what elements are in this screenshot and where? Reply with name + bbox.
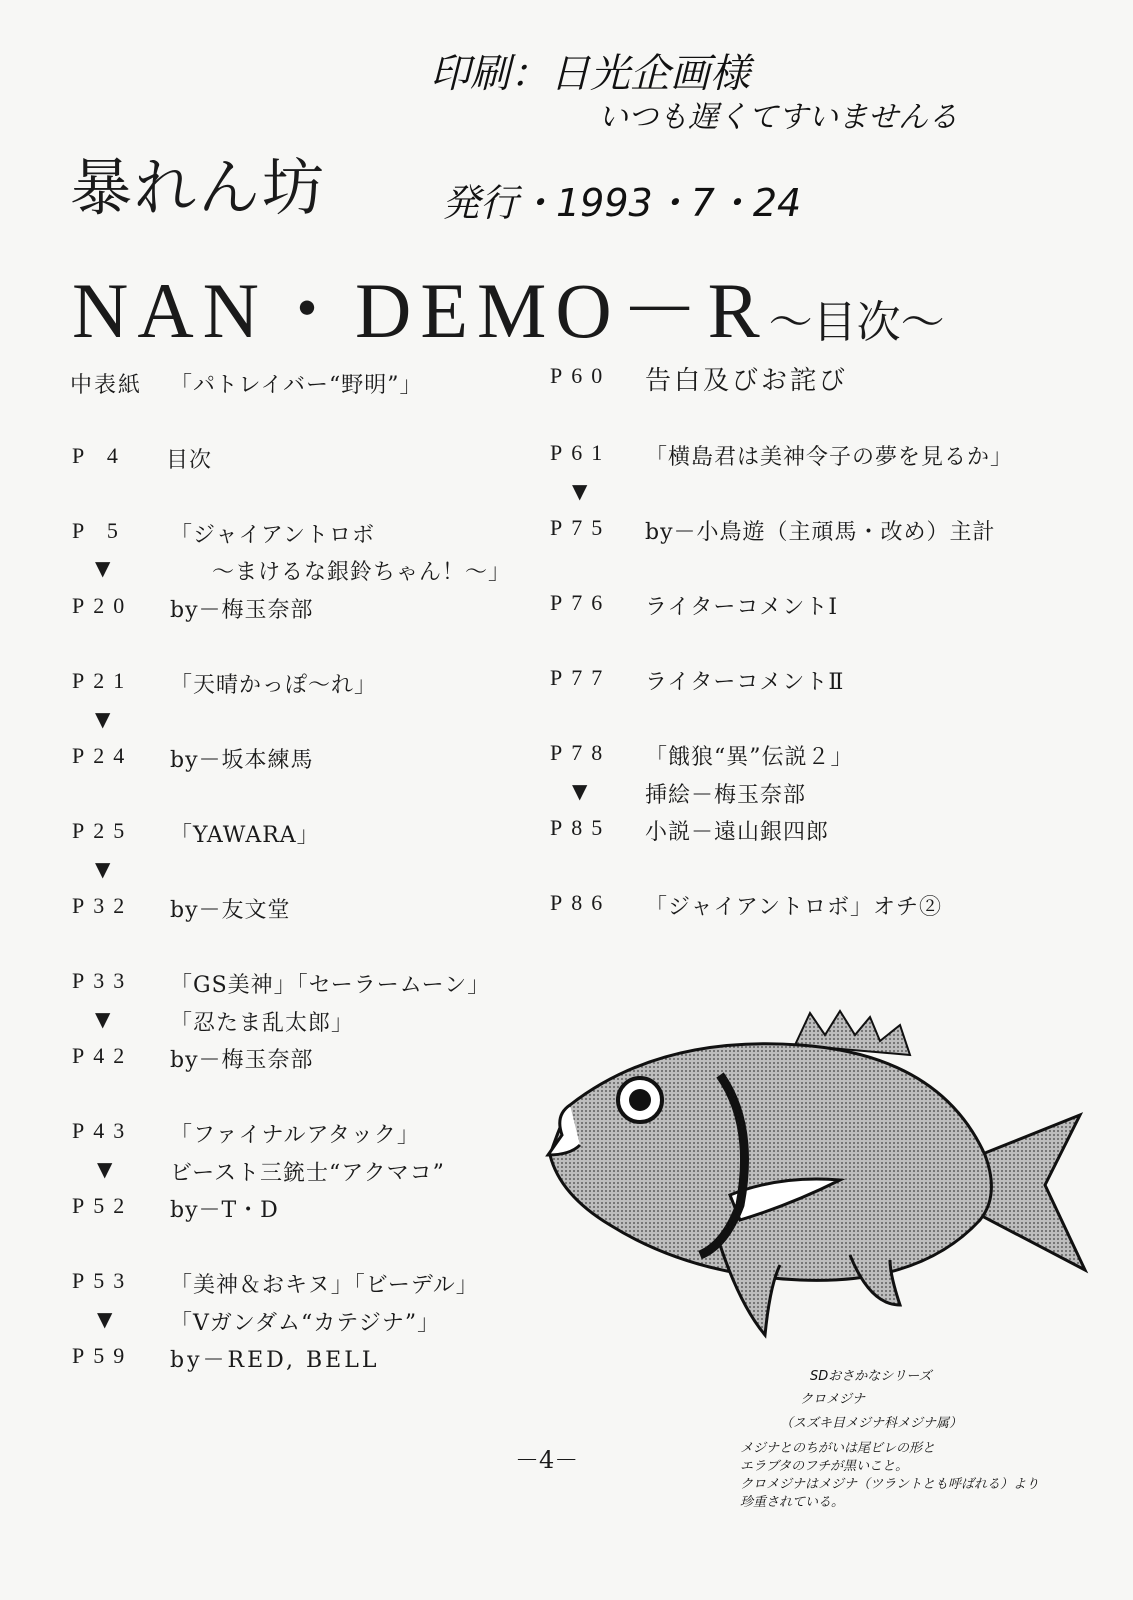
- toc-page: P24: [72, 743, 134, 768]
- toc-page: P42: [72, 1043, 134, 1068]
- toc-title: 「YAWARA」: [170, 823, 320, 848]
- toc-title: 小説－遠山銀四郎: [645, 820, 830, 845]
- toc-page: P25: [72, 818, 134, 843]
- toc-page: P77: [550, 665, 612, 690]
- arrow-down-icon: ▼: [572, 779, 588, 803]
- toc-title: by－T・D: [170, 1198, 279, 1223]
- arrow-down-icon: ▼: [572, 479, 588, 503]
- handwritten-issue-date: 発行・1993・7・24: [442, 181, 802, 225]
- title-sub: 〜目次〜: [768, 298, 945, 347]
- toc-title: 「GS美神」「セーラームーン」: [170, 973, 491, 998]
- toc-title: 「美神＆おキヌ」「ビーデル」: [170, 1273, 479, 1298]
- toc-title: 〜まけるな銀鈴ちゃん！〜」: [212, 560, 512, 585]
- toc-title: by－梅玉奈部: [170, 1048, 314, 1073]
- arrow-down-icon: ▼: [95, 556, 111, 580]
- toc-page: P75: [550, 515, 612, 540]
- toc-title: 「Vガンダム“カテジナ”」: [170, 1311, 441, 1336]
- fish-note: SDおさかなシリーズ: [810, 1369, 932, 1384]
- toc-page: P20: [72, 593, 134, 618]
- toc-title: 挿絵－梅玉奈部: [645, 783, 807, 808]
- toc-title: 「餓狼“異”伝説２」: [645, 745, 854, 770]
- handwritten-printer-note: 印刷：日光企画様: [430, 51, 750, 97]
- toc-page: P 5: [72, 518, 127, 543]
- fish-note: （スズキ目メジナ科メジナ属）: [780, 1416, 963, 1431]
- toc-page: P52: [72, 1193, 134, 1218]
- toc-title: 「パトレイバー“野明”」: [170, 373, 423, 398]
- toc-page: 中表紙: [70, 372, 143, 397]
- fish-illustration: [540, 1005, 1120, 1345]
- arrow-down-icon: ▼: [95, 1007, 111, 1031]
- arrow-down-icon: ▼: [95, 707, 111, 731]
- toc-page: P59: [72, 1343, 134, 1368]
- fish-note: エラブタのフチが黒いこと。: [740, 1459, 909, 1474]
- toc-title: 「ファイナルアタック」: [170, 1123, 420, 1148]
- toc-title: 「ジャイアントロボ: [170, 523, 376, 548]
- toc-title: by－RED, BELL: [170, 1348, 380, 1373]
- toc-page: P43: [72, 1118, 134, 1143]
- handwritten-apology-note: いつも遅くてすいませんる: [598, 100, 958, 135]
- title-main: NAN・DEMO－R: [72, 267, 769, 354]
- arrow-down-icon: ▼: [95, 857, 111, 881]
- fish-note: 珍重されている。: [740, 1495, 845, 1510]
- toc-page: P33: [72, 968, 134, 993]
- toc-title: 「忍たま乱太郎」: [170, 1011, 355, 1036]
- toc-title: by－坂本練馬: [170, 748, 314, 773]
- toc-page: P61: [550, 440, 612, 465]
- toc-title: 「横島君は美神令子の夢を見るか」: [645, 445, 1014, 470]
- toc-title: by－友文堂: [170, 898, 291, 923]
- toc-page: P76: [550, 590, 612, 615]
- toc-page: P78: [550, 740, 612, 765]
- toc-page: P60: [550, 363, 612, 388]
- toc-page: P32: [72, 893, 134, 918]
- arrow-down-icon: ▼: [97, 1307, 113, 1331]
- toc-title: 「ジャイアントロボ」オチ②: [645, 895, 943, 920]
- toc-title: ライターコメントⅡ: [645, 670, 845, 695]
- toc-title: 「天晴かっぽ〜れ」: [170, 673, 378, 698]
- toc-title: by－小鳥遊（主頑馬・改め）主計: [645, 520, 996, 545]
- toc-page: P86: [550, 890, 612, 915]
- fish-note: クロメジナはメジナ（ツラントとも呼ばれる）より: [740, 1477, 1040, 1492]
- page-number: －4－: [515, 1446, 579, 1474]
- toc-page: P53: [72, 1268, 134, 1293]
- toc-title: 目次: [166, 448, 213, 473]
- toc-title: ライターコメントⅠ: [645, 595, 839, 620]
- toc-page: P85: [550, 815, 612, 840]
- toc-title: ビースト三銃士“アクマコ”: [170, 1161, 445, 1186]
- page-title: [72, 248, 945, 360]
- toc-page: P21: [72, 668, 134, 693]
- fish-note: メジナとのちがいは尾ビレの形と: [740, 1441, 936, 1456]
- toc-title: 告白及びお詫び: [645, 366, 849, 396]
- toc-page: P 4: [72, 443, 127, 468]
- arrow-down-icon: ▼: [97, 1157, 113, 1181]
- fish-note: クロメジナ: [800, 1392, 866, 1407]
- toc-title: by－梅玉奈部: [170, 598, 314, 623]
- circle-name: 暴れん坊: [70, 151, 327, 224]
